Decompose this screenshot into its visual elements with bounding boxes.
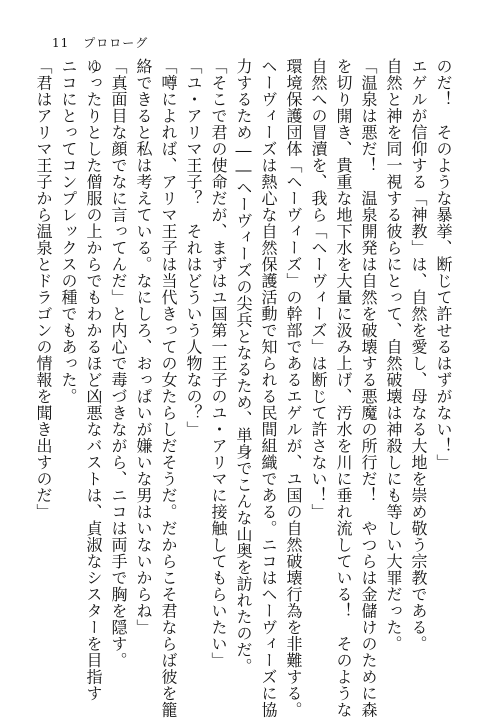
text-line: ヘーヴィーズは熱心な自然保護活動で知られる民間組織である。ニコはヘーヴィーズに協 [259,58,278,718]
text-line: を切り開き、貴重な地下水を大量に汲み上げ、汚水を川に垂れ流している！ そのような [334,58,353,718]
text-line: 「ユ・アリマ王子？ それはどういう人物なの？」 [184,58,203,438]
text-line: 自然への冒瀆を、我ら「ヘーヴィーズ」は断じて許さない！」 [309,58,328,520]
page-header [52,34,148,51]
text-line: 「君はアリマ王子から温泉とドラゴンの情報を聞き出すのだ」 [34,58,53,520]
text-line: ゆったりとした僧服の上からでもわかるほど凶悪なバストは、貞淑なシスターを目指す [84,58,103,702]
text-line: エゲルが信仰する「神教」は、自然を愛し、母なる大地を崇め敬う宗教である。 [409,58,428,652]
text-line: 「そこで君の使命だが、まずはユ国第一王子のユ・アリマに接触してもらいたい」 [209,58,228,669]
text-line: 絡できると私は考えている。なにしろ、おっぱいが嫌いな男はいないからね」 [134,58,153,636]
vertical-body-text [31,58,456,718]
text-line: 力するため――ヘーヴィーズの尖兵となるため、単身でこんな山奥を訪れたのだ。 [234,58,253,675]
text-line: 「温泉は悪だ！ 温泉開発は自然を破壊する悪魔の所行だ！ やつらは金儲けのために森 [359,58,378,718]
text-line: 「噂によれば、アリマ王子は当代きっての女たらしだそうだ。だからこそ君ならば彼を籠 [159,58,178,718]
text-line: のだ！ そのような暴挙、断じて許せるはずがない！」 [434,58,453,471]
text-line: 環境保護団体「ヘーヴィーズ」の幹部であるエゲルが、ユ国の自然破壊行為を非難する。 [284,58,303,718]
chapter-title: プロローグ [83,36,149,50]
page-number: 11 [52,36,70,50]
text-line: 「真面目な顔でなに言ってんだ」と内心で毒づきながら、ニコは両手で胸を隠す。 [109,58,128,669]
text-line: 自然と神を同一視する彼らにとって、自然破壊は神殺しにも等しい大罪だった。 [384,58,403,652]
text-line: ニコにとってコンプレックスの種でもあった。 [59,58,78,405]
